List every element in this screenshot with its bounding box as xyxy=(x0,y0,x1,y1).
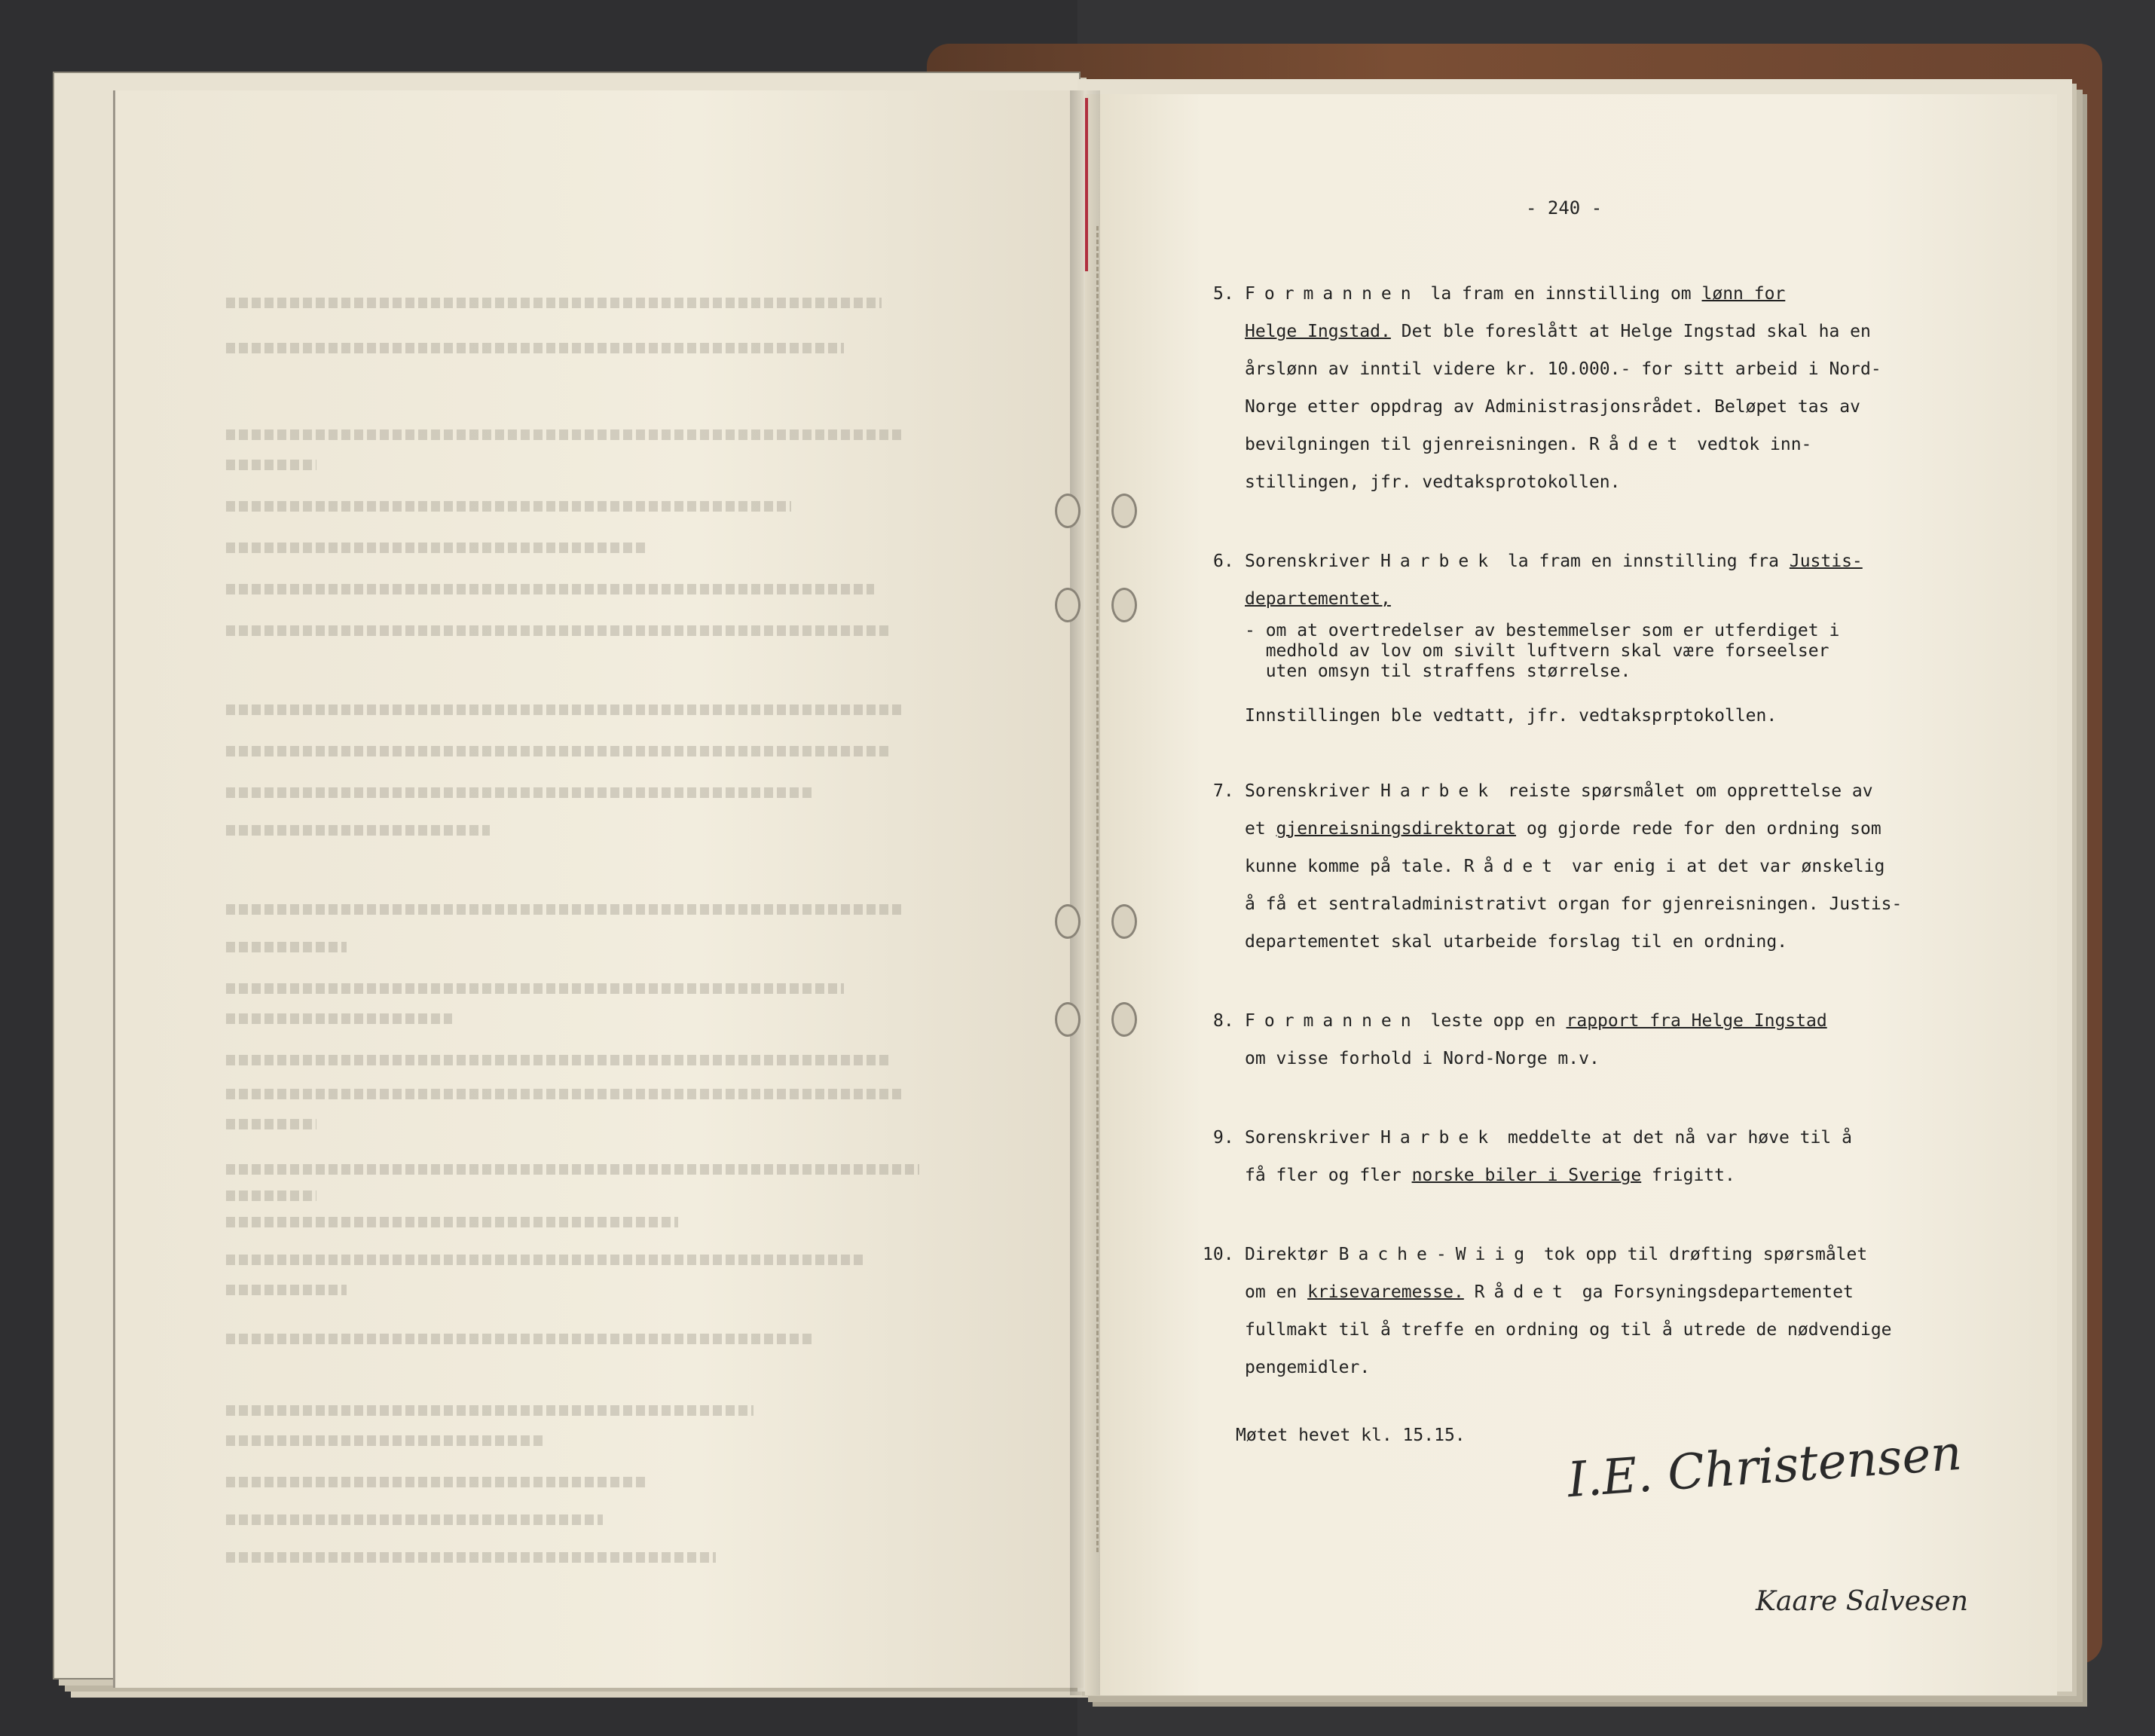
spaced-name: Formannen xyxy=(1245,1011,1420,1031)
bleedthrough-line xyxy=(226,1285,347,1295)
minutes-item xyxy=(1213,1002,2012,1077)
bleedthrough-line xyxy=(226,1055,889,1065)
bleedthrough-line xyxy=(226,298,882,308)
item-conclusion: Innstillingen ble vedtatt, jfr. vedtaksprptokollen. xyxy=(1245,706,1777,726)
item-line xyxy=(1245,580,2012,618)
item-line xyxy=(1245,388,2012,426)
text-run: la fram en innstilling om xyxy=(1420,284,1702,304)
item-number: 9. xyxy=(1213,1128,1234,1148)
bleedthrough-line xyxy=(226,704,904,715)
spaced-name: Bache-Wiig xyxy=(1338,1245,1534,1264)
text-run: om en xyxy=(1245,1282,1308,1302)
bleedthrough-line xyxy=(226,1435,543,1446)
text-run: bevilgningen til gjenreisningen. xyxy=(1245,435,1589,454)
item-line xyxy=(1245,1002,2012,1040)
book-gutter xyxy=(1070,90,1100,1695)
bleedthrough-line xyxy=(226,746,889,756)
bleedthrough-line xyxy=(226,343,844,353)
text-run: leste opp en xyxy=(1420,1011,1567,1031)
item-subline: - om at overtredelser av bestemmelser som er utferdiget i xyxy=(1245,621,1840,640)
text-run: pengemidler. xyxy=(1245,1358,1371,1377)
text-run: Det ble foreslått at Helge Ingstad skal ha en xyxy=(1390,322,1871,341)
text-run: Sorenskriver xyxy=(1245,552,1381,571)
bleedthrough-line xyxy=(226,1255,867,1265)
bleedthrough-line xyxy=(226,787,814,798)
minutes-item xyxy=(1213,275,2012,501)
text-run: et xyxy=(1245,819,1276,839)
text-run: fullmakt til å treffe en ordning og til å utrede de nødvendige xyxy=(1245,1320,1892,1340)
bleedthrough-line xyxy=(226,1190,316,1201)
bleedthrough-line xyxy=(226,542,648,553)
bleedthrough-line xyxy=(226,942,347,952)
bleedthrough-line xyxy=(226,1405,753,1416)
item-line xyxy=(1245,848,2012,885)
item-number: 6. xyxy=(1213,552,1234,571)
minutes-item xyxy=(1213,1119,2012,1194)
text-run: meddelte at det nå var høve til å xyxy=(1497,1128,1852,1148)
text-run: tok opp til drøfting spørsmålet xyxy=(1533,1245,1868,1264)
bleedthrough-line xyxy=(226,983,844,994)
underlined-text: Helge Ingstad. xyxy=(1245,322,1391,341)
signature-secretary xyxy=(1756,1586,1968,1617)
item-line xyxy=(1245,313,2012,350)
underlined-text: krisevaremesse. xyxy=(1307,1282,1464,1302)
item-line xyxy=(1245,1119,2012,1157)
item-subline: medhold av lov om sivilt luftvern skal være forseelser xyxy=(1245,641,1829,661)
bleedthrough-line xyxy=(226,1552,716,1563)
item-line xyxy=(1245,923,2012,961)
text-run: årslønn av inntil videre kr. 10.000.- for sitt arbeid i Nord- xyxy=(1245,359,1881,379)
minutes-item xyxy=(1213,772,2012,961)
bleedthrough-line xyxy=(226,501,791,512)
text-run: kunne komme på tale. xyxy=(1245,857,1464,876)
text-run: å få et sentraladministrativt organ for gjenreisningen. Justis- xyxy=(1245,894,1903,914)
spaced-name: Rådet xyxy=(1474,1282,1572,1302)
binding-hole xyxy=(1111,494,1137,528)
bleedthrough-line xyxy=(226,1164,919,1175)
binding-thread xyxy=(1085,98,1088,271)
item-line xyxy=(1245,810,2012,848)
item-line xyxy=(1245,1273,2012,1311)
spaced-name: Harbek xyxy=(1380,1128,1498,1148)
spaced-name: Rådet xyxy=(1463,857,1562,876)
text-run: Sorenskriver xyxy=(1245,1128,1381,1148)
bleedthrough-line xyxy=(226,460,316,470)
signature-chairman-text: I.E. Christensen xyxy=(1566,1425,1964,1509)
text-run: reiste spørsmålet om opprettelse av xyxy=(1497,781,1873,801)
underlined-text: departementet, xyxy=(1245,589,1391,609)
underlined-text: Justis- xyxy=(1789,552,1863,571)
underlined-text: rapport fra Helge Ingstad xyxy=(1566,1011,1827,1031)
binding-hole xyxy=(1111,904,1137,939)
item-line xyxy=(1245,1311,2012,1349)
item-line xyxy=(1245,885,2012,923)
text-run: ga Forsyningsdepartementet xyxy=(1571,1282,1854,1302)
item-line xyxy=(1245,1236,2012,1273)
text-run: få fler og fler xyxy=(1245,1166,1412,1185)
item-line xyxy=(1245,542,2012,580)
binding-hole xyxy=(1055,588,1081,622)
text-run: Sorenskriver xyxy=(1245,781,1381,801)
text-run: Norge etter oppdrag av Administrasjonsrådet. Beløpet tas av xyxy=(1245,397,1860,417)
item-line xyxy=(1245,1349,2012,1386)
minutes-item xyxy=(1213,542,2012,735)
text-run: Direktør xyxy=(1245,1245,1339,1264)
binding-stitch xyxy=(1096,226,1103,1552)
item-line xyxy=(1245,275,2012,313)
bleedthrough-line xyxy=(226,1477,648,1487)
item-number: 10. xyxy=(1203,1245,1234,1264)
item-line xyxy=(1245,772,2012,810)
binding-hole xyxy=(1055,1002,1081,1037)
underlined-text: norske biler i Sverige xyxy=(1411,1166,1642,1185)
bleedthrough-line xyxy=(226,904,904,915)
item-line xyxy=(1245,1040,2012,1077)
text-run: var enig i at det var ønskelig xyxy=(1561,857,1885,876)
text-run: vedtok inn- xyxy=(1686,435,1812,454)
bleedthrough-line xyxy=(226,1089,904,1099)
closing-text: Møtet hevet kl. 15.15. xyxy=(1236,1426,1466,1445)
binding-hole xyxy=(1055,904,1081,939)
binding-hole xyxy=(1111,1002,1137,1037)
text-run: la fram en innstilling fra xyxy=(1497,552,1790,571)
text-run: frigitt. xyxy=(1641,1166,1735,1185)
item-number: 5. xyxy=(1213,284,1234,304)
bleedthrough-line xyxy=(226,1334,814,1344)
item-line xyxy=(1245,350,2012,388)
spaced-name: Harbek xyxy=(1380,781,1498,801)
page-number: - 240 - xyxy=(1526,197,1603,219)
bleedthrough-line xyxy=(226,1217,678,1227)
left-page xyxy=(113,90,1084,1688)
minutes-item xyxy=(1203,1236,2012,1386)
item-number: 7. xyxy=(1213,781,1234,801)
signature-secretary-text: Kaare Salvesen xyxy=(1756,1586,1969,1617)
bleedthrough-line xyxy=(226,625,889,636)
bleedthrough-line xyxy=(226,584,874,594)
spaced-name: Rådet xyxy=(1588,435,1687,454)
bleedthrough-line xyxy=(226,1514,603,1525)
binding-hole xyxy=(1055,494,1081,528)
spaced-name: Formannen xyxy=(1245,284,1420,304)
underlined-text: lønn for xyxy=(1701,284,1786,304)
item-line xyxy=(1245,1157,2012,1194)
text-run: departementet skal utarbeide forslag til en ordning. xyxy=(1245,932,1788,952)
text-run: stillingen, jfr. vedtaksprotokollen. xyxy=(1245,472,1621,492)
item-line xyxy=(1245,463,2012,501)
spaced-name: Harbek xyxy=(1380,552,1498,571)
underlined-text: gjenreisningsdirektorat xyxy=(1276,819,1517,839)
bleedthrough-line xyxy=(226,825,490,836)
text-run: og gjorde rede for den ordning som xyxy=(1516,819,1881,839)
text-run xyxy=(1464,1282,1475,1302)
binding-hole xyxy=(1111,588,1137,622)
bleedthrough-line xyxy=(226,429,904,440)
bleedthrough-line xyxy=(226,1013,452,1024)
item-subline: uten omsyn til straffens størrelse. xyxy=(1245,662,1631,681)
text-run: om visse forhold i Nord-Norge m.v. xyxy=(1245,1049,1600,1068)
bleedthrough-line xyxy=(226,1119,316,1129)
item-number: 8. xyxy=(1213,1011,1234,1031)
item-line xyxy=(1245,426,2012,463)
